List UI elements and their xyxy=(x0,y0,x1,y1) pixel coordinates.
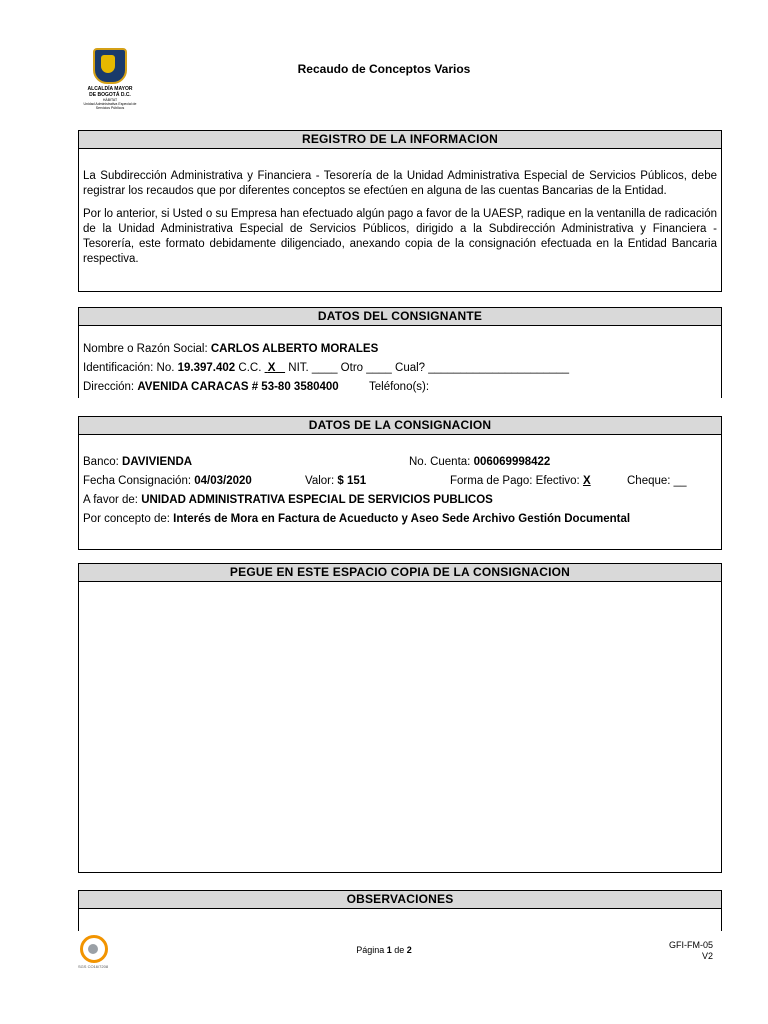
banco-value: DAVIVIENDA xyxy=(122,456,193,468)
cc-mark: X xyxy=(267,362,276,374)
consignacion-section xyxy=(78,416,722,550)
registro-section xyxy=(78,130,722,292)
nombre-row xyxy=(83,340,717,359)
id-label: Identificación: No. xyxy=(83,362,175,374)
nombre-label: Nombre o Razón Social: xyxy=(83,343,208,355)
logo-line-4: Unidad Administrativa Especial de xyxy=(83,102,137,106)
fecha-row xyxy=(83,472,717,491)
valor-label: Valor: xyxy=(305,475,335,487)
copia-section xyxy=(78,563,722,873)
concepto-row xyxy=(83,510,717,529)
favor-value: UNIDAD ADMINISTRATIVA ESPECIAL DE SERVICIOS PUBLICOS xyxy=(141,494,493,506)
copia-header: PEGUE EN ESTE ESPACIO COPIA DE LA CONSIGNACION xyxy=(79,564,721,582)
sgs-cert-text: SGS CO16/7208 xyxy=(78,964,109,969)
logo-line-3: HÁBITAT xyxy=(102,98,118,102)
form-code: GFI-FM-05 V2 xyxy=(669,940,713,961)
banco-label: Banco: xyxy=(83,456,119,468)
nombre-value: CARLOS ALBERTO MORALES xyxy=(210,343,379,355)
concepto-value: Interés de Mora en Factura de Acueducto y Aseo Sede Archivo Gestión Documental xyxy=(173,513,631,525)
fecha-value: 04/03/2020 xyxy=(194,475,252,487)
efectivo-mark: X xyxy=(582,475,591,487)
logo-line-1: ALCALDÍA MAYOR xyxy=(87,86,133,92)
cuenta-group xyxy=(409,453,550,472)
telefono-value: 3580400 xyxy=(293,381,339,393)
fecha-label: Fecha Consignación: xyxy=(83,475,192,487)
cuenta-value: 006069998422 xyxy=(473,456,551,468)
page-number: Página 1 de 2 xyxy=(356,945,412,955)
cc-label: C.C. xyxy=(238,362,262,374)
favor-row xyxy=(83,491,717,510)
valor-group xyxy=(305,472,366,491)
logo-line-5: Servicios Públicos xyxy=(95,106,125,110)
bogota-logo xyxy=(78,48,142,110)
forma-pago-label: Forma de Pago: Efectivo: xyxy=(450,475,580,487)
direccion-label: Dirección: xyxy=(83,381,135,393)
cheque-label: Cheque: __ xyxy=(627,475,687,487)
consignacion-header: DATOS DE LA CONSIGNACION xyxy=(79,417,721,435)
registro-header: REGISTRO DE LA INFORMACION xyxy=(79,131,721,149)
concepto-label: Por concepto de: xyxy=(83,513,170,525)
identificacion-row xyxy=(83,359,717,378)
valor-value: $ 151 xyxy=(337,475,367,487)
document-title: Recaudo de Conceptos Varios xyxy=(297,62,471,76)
logo-line-2: DE BOGOTÁ D.C. xyxy=(89,92,131,98)
telefono-label: Teléfono(s): xyxy=(369,381,430,393)
cuenta-label: No. Cuenta: xyxy=(409,456,471,468)
consignante-section xyxy=(78,307,722,398)
banco-row xyxy=(83,453,717,472)
id-value: 19.397.402 xyxy=(177,362,236,374)
observaciones-area[interactable] xyxy=(79,909,721,931)
nit-otro-label: NIT. ____ Otro ____ Cual? ______________________ xyxy=(288,362,569,374)
favor-label: A favor de: xyxy=(83,494,138,506)
direccion-row xyxy=(83,378,717,397)
observaciones-section xyxy=(78,890,722,931)
direccion-value: AVENIDA CARACAS # 53-80 xyxy=(137,381,291,393)
consignante-header: DATOS DEL CONSIGNANTE xyxy=(79,308,721,326)
observaciones-header: OBSERVACIONES xyxy=(79,891,721,909)
registro-paragraph-2: Por lo anterior, si Usted o su Empresa han efectuado algún pago a favor de la UAESP, radique en la ventanilla de radicación de la Unidad Administrativa Especial de Servicios Públicos, dirigido a la Subdirección Administrativa y Financiera - Tesorería, este formato debidamente diligenciado, anexando copia de la consignación efectuada en la Entidad Bancaria respectiva. xyxy=(83,208,717,265)
registro-paragraph-1: La Subdirección Administrativa y Financiera - Tesorería de la Unidad Administrativa Especial de Servicios Públicos, debe registrar los recaudos que por diferentes conceptos se efectúen en alguna de las cuentas Bancarias de la Entidad. xyxy=(83,170,717,197)
copia-paste-area[interactable] xyxy=(79,582,721,872)
forma-pago-group xyxy=(450,472,591,491)
